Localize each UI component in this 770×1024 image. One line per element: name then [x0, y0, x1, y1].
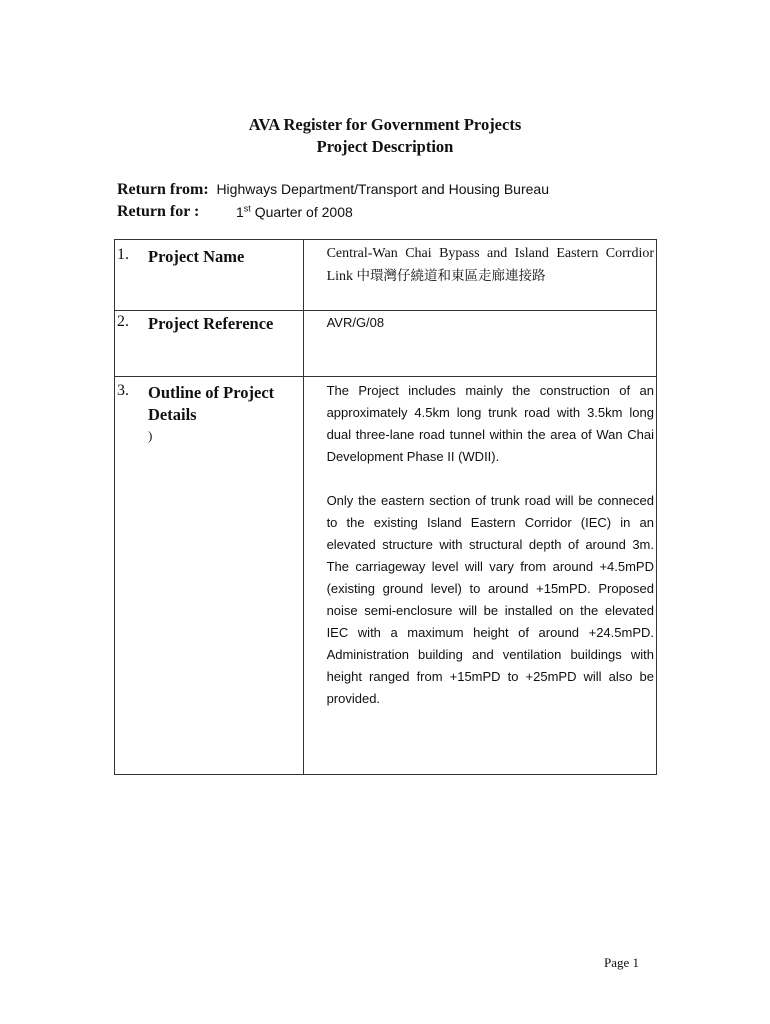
project-name-zh: 中環灣仔繞道和東區走廊連接路	[356, 268, 546, 284]
return-for-value-sup: st	[243, 203, 251, 214]
return-for-label: Return for :	[117, 203, 200, 220]
row-label: Outline of Project Details	[148, 383, 275, 424]
outline-paragraph-1: The Project includes mainly the construction of an approximately 4.5km long trunk road with 3.5km long dual three-lane road tunnel within the area of Wan Chai Development Phase II (WDII).	[326, 383, 654, 464]
document-subtitle: Project Description	[316, 137, 454, 156]
row-1-value-cell	[303, 240, 656, 311]
row-label: Project Reference	[148, 314, 274, 333]
project-description-table	[114, 239, 657, 775]
row-2-label-cell	[115, 311, 304, 377]
title-block	[0, 114, 770, 158]
row-number: 2.	[117, 313, 129, 330]
return-for-value	[236, 204, 353, 220]
table-row	[115, 377, 657, 775]
return-from-label: Return from:	[117, 181, 209, 198]
row-sub-text: )	[148, 428, 153, 443]
row-number: 1.	[117, 246, 129, 263]
return-from-value: Highways Department/Transport and Housing Bureau	[216, 181, 549, 197]
return-for-value-suffix: Quarter of 2008	[250, 204, 353, 220]
page-number: Page 1	[604, 955, 640, 970]
row-2-value-cell	[303, 311, 656, 377]
row-3-label-cell	[115, 377, 304, 775]
row-label: Project Name	[148, 247, 245, 266]
row-number: 3.	[117, 382, 129, 399]
project-reference-value: AVR/G/08	[326, 315, 385, 330]
return-from-row	[117, 181, 549, 199]
table-row	[115, 240, 657, 311]
document-title: AVA Register for Government Projects	[248, 115, 522, 134]
outline-paragraph-2: Only the eastern section of trunk road will be conneced to the existing Island Eastern Corridor (IEC) in an elevated structure with structural depth of around 3m. The carriageway level will vary from around +4.5mPD (existing ground level) to around +15mPD. Proposed noise semi-enclosure will be installed on the elevated IEC with a maximum height of around +24.5mPD. Administration building and ventilation buildings with height ranged from +15mPD to +25mPD will also be provided.	[326, 493, 654, 706]
table-row	[115, 311, 657, 377]
row-1-label-cell	[115, 240, 304, 311]
project-name-value	[304, 240, 656, 288]
return-for-row	[117, 203, 353, 221]
project-name-en: Central-Wan Chai Bypass and Island Eastern Corrdior Link	[326, 246, 654, 284]
row-3-value-cell	[303, 377, 656, 775]
return-for-value-prefix: 1	[236, 204, 244, 220]
